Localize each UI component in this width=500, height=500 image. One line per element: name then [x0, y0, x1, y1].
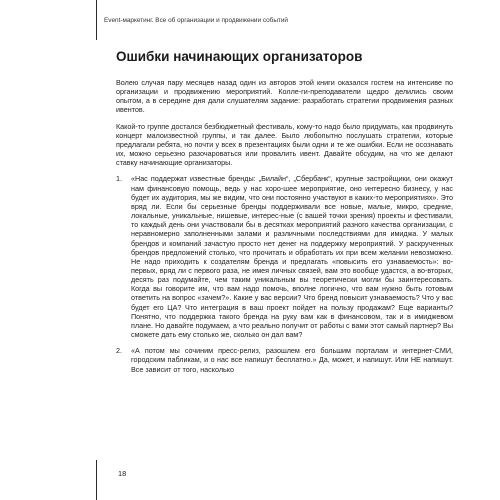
list-item-text: «Нас поддержат известные бренды: „Билайн“, „Сбербанк“, крупные застройщики, они окажут нам финансовую помощь, ведь у нас хоро-шее мероприятие, оно интересно бизнесу, у нас будет их аудитория, мы же видим, что они постоянно участвуют в каких-то мероприятиях». Это вряд ли. Если бы серьезные бренды поддерживали все новые, малые, микро, средние, локальные, уникальные, нишевые, интерес-ные (с вашей точки зрения) проекты и фестивали, то каждый день они участвовали бы в десятках мероприятий разного качества организации, с неравномерно заполненными залами и различными последствиями для имиджа. У малых брендов и компаний зачастую просто нет денег на поддержку мероприятий. У раскрученных брендов предложений столько, что прочитать и обработать их при всем желании невозможно. Не надо приходить к создателям бренда и предлагать «повысить его узнаваемость»: во-первых, вряд ли с первого раза, не имея личных связей, вам это вообще удастся, а во-вторых, десять раз подумайте, чем таким уникальным вы теоретически могли бы заинтересовать. Когда вы говорите им, что вам надо помочь, вполне логично, что вам нужно быть готовым ответить на вопрос «зачем?». Какие у вас версии? Что бренд повысит узнаваемость? Что у вас будет его ЦА? Что интеграция в ваш проект пойдет на пользу продажам? Еще варианты? Понятно, что поддержка такого бренда на руку вам как в финансовом, так и в имиджевом плане. Но давайте подумаем, а что реально получит от работы с вами этот самый партнер? Вы сможете дать ему столько же, сколько он дал вам? [131, 174, 453, 340]
list-item-number: 2. [116, 346, 122, 356]
section-title: Ошибки начинающих организаторов [116, 49, 363, 64]
list-item-text: «А потом мы сочиним пресс-релиз, разошлем его большим порталам и интернет-СМИ, городским пабликам, и о нас все напишут бесплатно.» Да, может, и напишут. Или НЕ напишут. Все зависит от того, насколько [131, 346, 453, 374]
mistakes-list [116, 174, 453, 373]
list-item [116, 346, 453, 373]
left-margin-rule-top [96, 0, 97, 40]
list-item [116, 174, 453, 339]
page-content [116, 49, 453, 381]
running-header: Event-маркетинг. Все об организации и продвижении событий [104, 17, 288, 24]
intro-paragraph-2: Какой-то группе достался безбюджетный фестиваль, кому-то надо было придумать, как продвинуть концерт малоизвестной группы, и так далее. Было любопытно послушать стратегии, которые предлагали ребята, но почти у всех в презентациях были одни и те же ошибки. Если не осознавать их, можно серьезно разочароваться или провалить ивент. Давайте обсудим, на что же делают ставку начинающие организаторы. [116, 121, 453, 168]
left-margin-rule-bottom [96, 460, 97, 500]
intro-paragraph-1: Волею случая пару месяцев назад один из авторов этой книги оказался гостем на интенсиве по организации и продвижению мероприятий. Колле-ги-преподаватели щедро делились своим опытом, а в середине дня дали слушателям задание: разработать стратегии продвижения разных ивентов. [116, 78, 453, 115]
page-number: 18 [118, 469, 127, 478]
list-item-number: 1. [116, 174, 122, 184]
